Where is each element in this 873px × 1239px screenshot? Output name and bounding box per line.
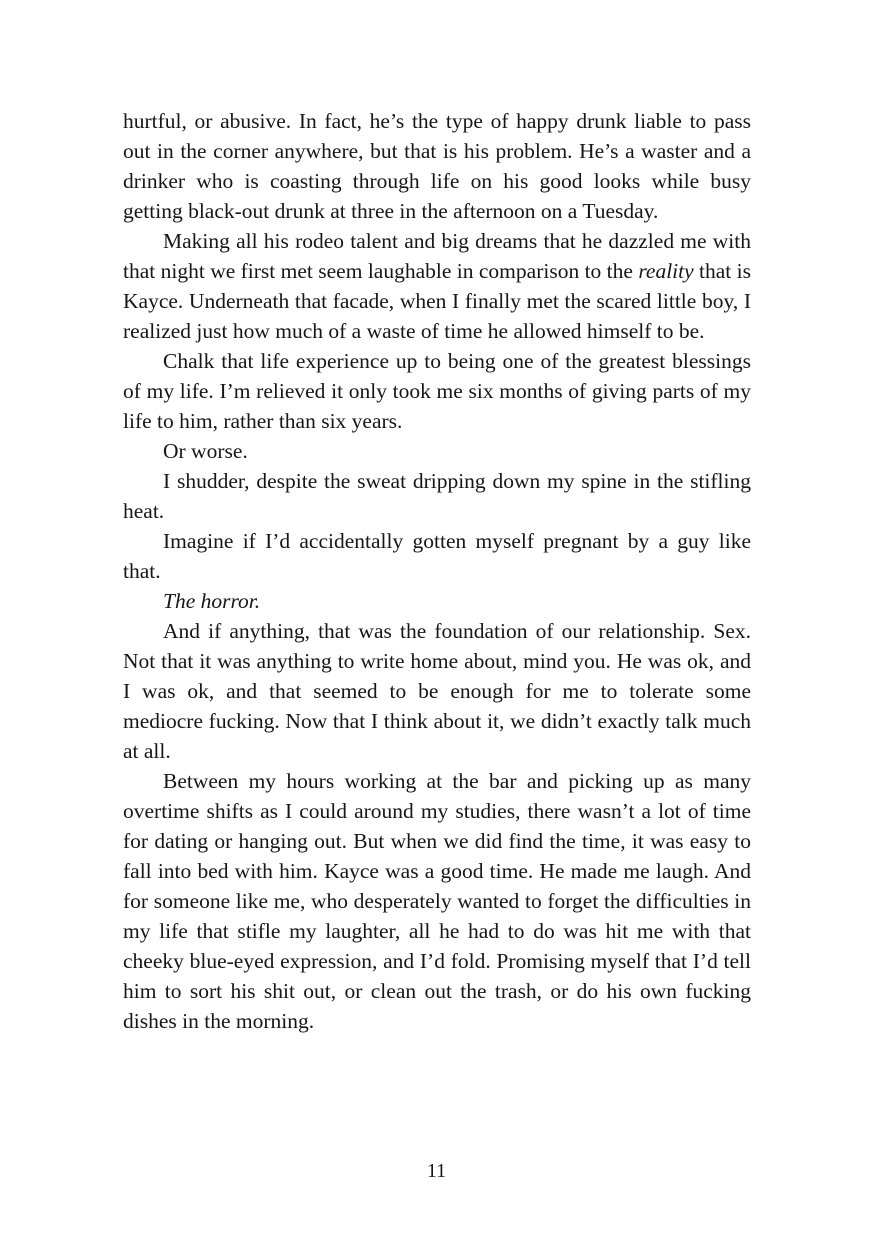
italic-text: The horror.: [163, 589, 261, 613]
paragraph: [123, 346, 751, 436]
page-number: 11: [426, 1160, 447, 1182]
body-text: hurtful, or abusive. In fact, he’s the type of happy drunk liable to pass out in the corner anywhere, but that is his problem. He’s a waster and a drinker who is coasting through life on his good looks while busy getting black-out drunk at three in the afternoon on a Tuesday.: [123, 109, 751, 223]
body-text: I shudder, despite the sweat dripping down my spine in the stifling heat.: [123, 469, 751, 523]
italic-text: reality: [638, 259, 694, 283]
body-text: And if anything, that was the foundation of our relationship. Sex. Not that it was anything to write home about, mind you. He was ok, and I was ok, and that seemed to be enough for me to tolerate some mediocre fucking. Now that I think about it, we didn’t exactly talk much at all.: [123, 619, 751, 763]
body-text: Imagine if I’d accidentally gotten myself pregnant by a guy like that.: [123, 529, 751, 583]
paragraph: [123, 226, 751, 346]
body-text: Chalk that life experience up to being one of the greatest blessings of my life. I’m relieved it only took me six months of giving parts of my life to him, rather than six years.: [123, 349, 751, 433]
body-text: Making all his rodeo talent and big dreams that he dazzled me with that night we first met seem laughable in comparison to the: [123, 229, 751, 283]
paragraph: [123, 106, 751, 226]
body-text: Or worse.: [163, 439, 248, 463]
paragraph: [123, 616, 751, 766]
paragraph: [123, 766, 751, 1036]
text-block: [123, 106, 751, 1036]
body-text: that is Kayce. Underneath that facade, when I finally met the scared little boy, I realized just how much of a waste of time he allowed himself to be.: [123, 259, 751, 343]
paragraph: [123, 526, 751, 586]
paragraph: [123, 466, 751, 526]
paragraph: [123, 436, 751, 466]
body-text: Between my hours working at the bar and picking up as many overtime shifts as I could around my studies, there wasn’t a lot of time for dating or hanging out. But when we did find the time, it was easy to fall into bed with him. Kayce was a good time. He made me laugh. And for someone like me, who desperately wanted to forget the difficulties in my life that stifle my laughter, all he had to do was hit me with that cheeky blue-eyed expression, and I’d fold. Promising myself that I’d tell him to sort his shit out, or clean out the trash, or do his own fucking dishes in the morning.: [123, 769, 751, 1033]
paragraph: [123, 586, 751, 616]
